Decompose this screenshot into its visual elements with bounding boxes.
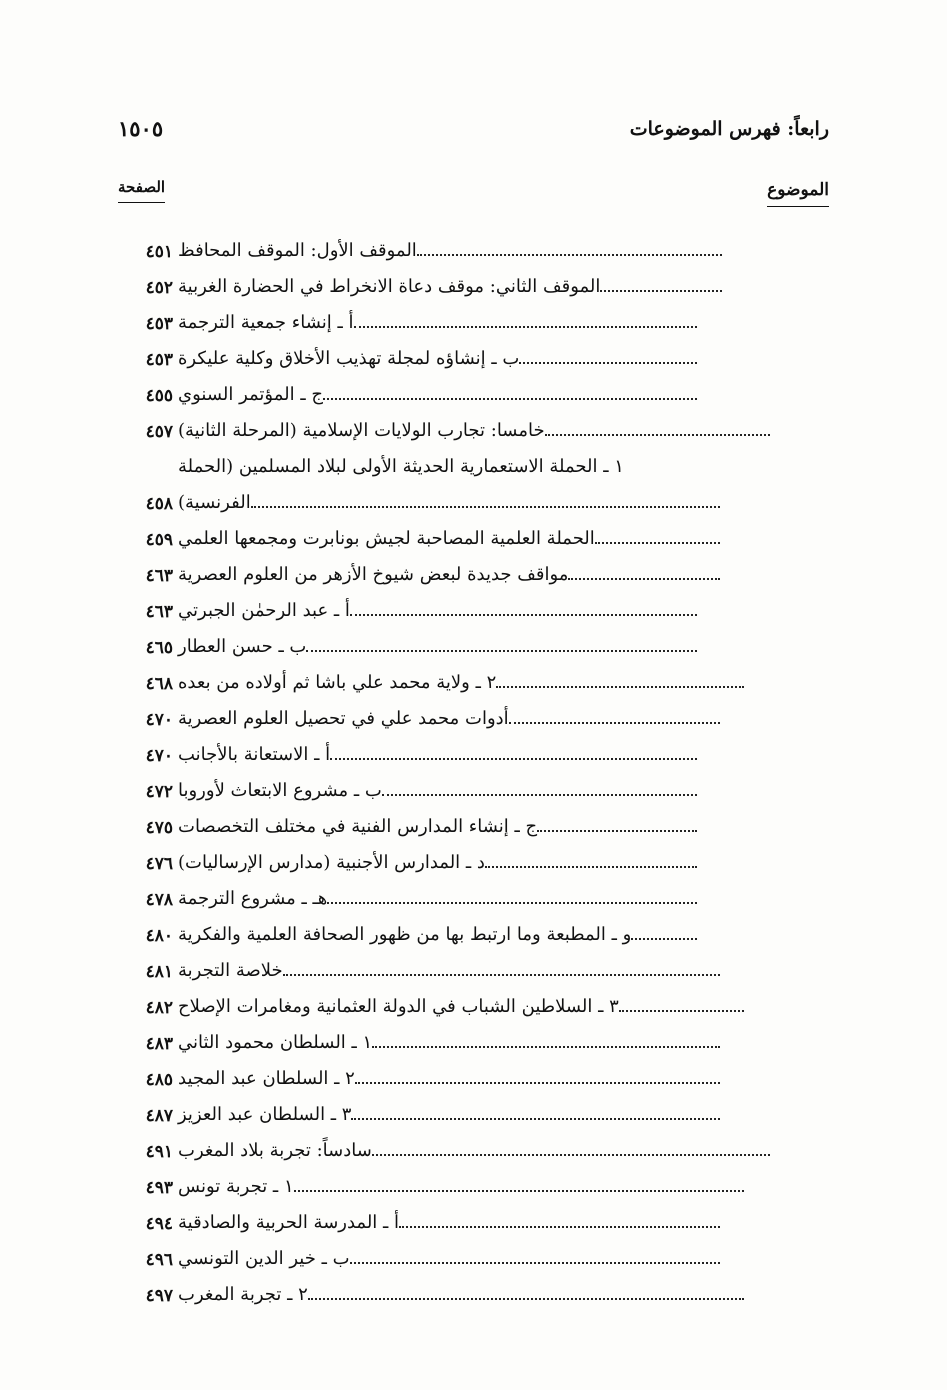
toc-entry-page: ٤٨٧ <box>145 1106 173 1126</box>
toc-entry-title: ٢ ـ ولاية محمد علي باشا ثم أولاده من بعده <box>178 672 497 693</box>
toc-entry-title: ٢ ـ تجربة المغرب <box>178 1284 308 1305</box>
toc-entry-page: ٤٥٣ <box>145 314 173 334</box>
toc-entry-page: ٤٨٣ <box>145 1034 173 1054</box>
dot-leader <box>631 937 697 940</box>
toc-entry-page: ٤٩١ <box>145 1142 173 1162</box>
toc-entry-title: ج ـ إنشاء المدارس الفنية في مختلف التخصصات <box>178 816 538 837</box>
toc-entry-title: ب ـ إنشاؤه لمجلة تهذيب الأخلاق وكلية عليكرة <box>178 348 520 369</box>
toc-entry-line <box>178 672 752 693</box>
toc-entry <box>0 1138 947 1174</box>
toc-entry <box>0 1282 947 1318</box>
dot-leader <box>372 1045 720 1048</box>
dot-leader <box>283 973 720 976</box>
toc-entry-line <box>178 888 705 909</box>
toc-entry <box>0 1210 947 1246</box>
toc-entry-page: ٤٥١ <box>145 242 173 262</box>
toc-entry-title: هـ ـ مشروع الترجمة <box>178 888 328 909</box>
dot-leader <box>354 325 697 328</box>
dot-leader <box>545 433 770 436</box>
toc-entry-title: الحملة العلمية المصاحبة لجيش بونابرت ومجمعها العلمي <box>178 528 595 549</box>
dot-leader <box>323 397 697 400</box>
toc-entry-title: و ـ المطبعة وما ارتبط بها من ظهور الصحافة العلمية والفكرية <box>178 924 632 945</box>
toc-entry-title: أ ـ الاستعانة بالأجانب <box>178 744 331 765</box>
toc-entry-page: ٤٥٢ <box>145 278 173 298</box>
dot-leader <box>496 685 744 688</box>
toc-entry-title: ١ ـ تجربة تونس <box>178 1176 294 1197</box>
toc-entry-line <box>178 960 728 981</box>
dot-leader <box>251 505 720 508</box>
toc-entry <box>0 886 947 922</box>
toc-entry <box>0 526 947 562</box>
toc-entry-title: خلاصة التجربة <box>178 960 283 981</box>
dot-leader <box>537 829 697 832</box>
toc-entry-title: ب ـ خير الدين التونسي <box>178 1248 350 1269</box>
toc-entry <box>0 1246 947 1282</box>
toc-entry <box>0 1174 947 1210</box>
toc-entry-title: ٣ ـ السلطان عبد العزيز <box>178 1104 352 1125</box>
toc-entry-line <box>178 816 705 837</box>
toc-entry-page: ٤٩٤ <box>145 1214 173 1234</box>
toc-entry-line <box>178 996 752 1017</box>
dot-leader <box>595 541 720 544</box>
toc-entry-line <box>178 1284 752 1305</box>
toc-entry <box>0 598 947 634</box>
dot-leader <box>417 253 722 256</box>
toc-entry-line <box>178 564 728 585</box>
toc-entry <box>0 1030 947 1066</box>
dot-leader <box>350 613 697 616</box>
toc-entry-line <box>178 780 705 801</box>
toc-entry <box>0 814 947 850</box>
toc-entry <box>0 382 947 418</box>
toc-entry <box>0 922 947 958</box>
toc-entry-page: ٤٧٠ <box>145 746 173 766</box>
dot-leader <box>351 1117 720 1120</box>
toc-entry <box>0 562 947 598</box>
toc-entry-page: ٤٨٢ <box>145 998 173 1018</box>
toc-entry-page: ٤٧٢ <box>145 782 173 802</box>
toc-entry-line <box>178 384 705 405</box>
toc-entry-page: ٤٦٣ <box>145 566 173 586</box>
dot-leader <box>568 577 720 580</box>
toc-entry-title: ٣ ـ السلاطين الشباب في الدولة العثمانية ومغامرات الإصلاح <box>178 996 619 1017</box>
dot-leader <box>600 289 722 292</box>
dot-leader <box>350 1261 720 1264</box>
toc-entry-line <box>178 348 705 369</box>
dot-leader <box>372 1153 770 1156</box>
dot-leader <box>308 1297 744 1300</box>
toc-entry-page: ٤٥٨ <box>145 494 173 514</box>
toc-entry <box>0 274 947 310</box>
toc-entry-page: ٤٨٥ <box>145 1070 173 1090</box>
toc-entry <box>0 1102 947 1138</box>
toc-entry <box>0 994 947 1030</box>
toc-entry-line <box>178 276 730 297</box>
toc-entry-line <box>178 600 705 621</box>
toc-entry-title: أ ـ عبد الرحمٰن الجبرتي <box>178 600 350 621</box>
toc-entry-line <box>178 1248 728 1269</box>
toc-entry-title: الفرنسية) <box>178 492 251 513</box>
toc-entry-title: الموقف الأول: الموقف المحافظ <box>178 240 417 261</box>
toc-entry-line <box>178 312 705 333</box>
toc-entry <box>0 490 947 526</box>
toc-entry <box>0 1066 947 1102</box>
toc-entry-title: ب ـ حسن العطار <box>178 636 307 657</box>
toc-entry-page: ٤٥٥ <box>145 386 173 406</box>
toc-entry-page: ٤٩٣ <box>145 1178 173 1198</box>
toc-entry-page: ٤٧٠ <box>145 710 173 730</box>
dot-leader <box>306 649 697 652</box>
dot-leader <box>485 865 697 868</box>
toc-entry-line <box>178 1176 752 1197</box>
column-headings <box>118 178 829 218</box>
running-header-title: رابعاً: فهرس الموضوعات <box>629 118 829 140</box>
toc-entry-line <box>178 1140 778 1161</box>
toc-entry-page: ٤٧٨ <box>145 890 173 910</box>
toc-entry <box>0 454 947 490</box>
toc-entry-line <box>178 492 728 513</box>
toc-entry <box>0 310 947 346</box>
toc-entry-title: سادساً: تجربة بلاد المغرب <box>178 1140 372 1161</box>
toc-entry-line <box>178 240 730 261</box>
toc-entry-title: خامسا: تجارب الولايات الإسلامية (المرحلة الثانية) <box>178 420 545 441</box>
toc-entry-line <box>178 456 752 477</box>
toc-entry-title: ج ـ المؤتمر السنوي <box>178 384 323 405</box>
toc-entry-page: ٤٧٦ <box>145 854 173 874</box>
dot-leader <box>509 721 720 724</box>
toc-entry-title: مواقف جديدة لبعض شيوخ الأزهر من العلوم العصرية <box>178 564 569 585</box>
toc-entry-page: ٤٧٥ <box>145 818 173 838</box>
toc-entry-line <box>178 744 705 765</box>
dot-leader <box>399 1225 720 1228</box>
toc-entry-page: ٤٩٧ <box>145 1286 173 1306</box>
toc-entry-line <box>178 1104 728 1125</box>
toc-entry <box>0 670 947 706</box>
toc-entry-page: ٤٦٨ <box>145 674 173 694</box>
toc-entry <box>0 346 947 382</box>
toc-entry <box>0 706 947 742</box>
toc-entry <box>0 850 947 886</box>
toc-entry-title: الموقف الثاني: موقف دعاة الانخراط في الحضارة الغربية <box>178 276 601 297</box>
toc-entry-line <box>178 1212 728 1233</box>
dot-leader <box>327 901 697 904</box>
dot-leader <box>355 1081 720 1084</box>
toc-entry <box>0 742 947 778</box>
page-number: ١٥٠٥ <box>118 116 164 141</box>
toc-entry-title: ٢ ـ السلطان عبد المجيد <box>178 1068 355 1089</box>
toc-entry-page: ٤٥٩ <box>145 530 173 550</box>
dot-leader <box>619 1009 744 1012</box>
toc-entry-title: أ ـ إنشاء جمعية الترجمة <box>178 312 354 333</box>
toc-entry-line <box>178 636 705 657</box>
dot-leader <box>294 1189 744 1192</box>
dot-leader <box>330 757 697 760</box>
toc-entry-page: ٤٦٣ <box>145 602 173 622</box>
toc-entry <box>0 958 947 994</box>
toc-entry <box>0 778 947 814</box>
toc-entry-page: ٤٨١ <box>145 962 173 982</box>
running-header <box>118 112 829 152</box>
toc-entry-title: أدوات محمد علي في تحصيل العلوم العصرية <box>178 708 509 729</box>
toc-entry <box>0 238 947 274</box>
toc-entry-title: ١ ـ السلطان محمود الثاني <box>178 1032 373 1053</box>
toc-entry-title: ١ ـ الحملة الاستعمارية الحديثة الأولى لبلاد المسلمين (الحملة <box>178 456 624 477</box>
toc-entry-line <box>178 528 728 549</box>
toc-entry-title: د ـ المدارس الأجنبية (مدارس الإرساليات) <box>178 852 485 873</box>
toc-entry-line <box>178 852 705 873</box>
toc-entry-line <box>178 420 778 441</box>
toc-entry-line <box>178 924 705 945</box>
toc-entry-title: أ ـ المدرسة الحربية والصادقية <box>178 1212 400 1233</box>
toc-entry-title: ب ـ مشروع الابتعاث لأوروبا <box>178 780 382 801</box>
topic-column-heading: الموضوع <box>767 180 829 207</box>
toc-entry-line <box>178 708 728 729</box>
toc-entry <box>0 418 947 454</box>
dot-leader <box>382 793 697 796</box>
toc-entry-page: ٤٩٦ <box>145 1250 173 1270</box>
toc-entry-page: ٤٦٥ <box>145 638 173 658</box>
toc-entry-page: ٤٥٣ <box>145 350 173 370</box>
toc-entry-line <box>178 1068 728 1089</box>
page-column-heading: الصفحة <box>118 178 165 203</box>
dot-leader <box>519 361 697 364</box>
toc-entry-page: ٤٥٧ <box>145 422 173 442</box>
toc-entry-page: ٤٨٠ <box>145 926 173 946</box>
toc-entry <box>0 634 947 670</box>
toc-entry-line <box>178 1032 728 1053</box>
